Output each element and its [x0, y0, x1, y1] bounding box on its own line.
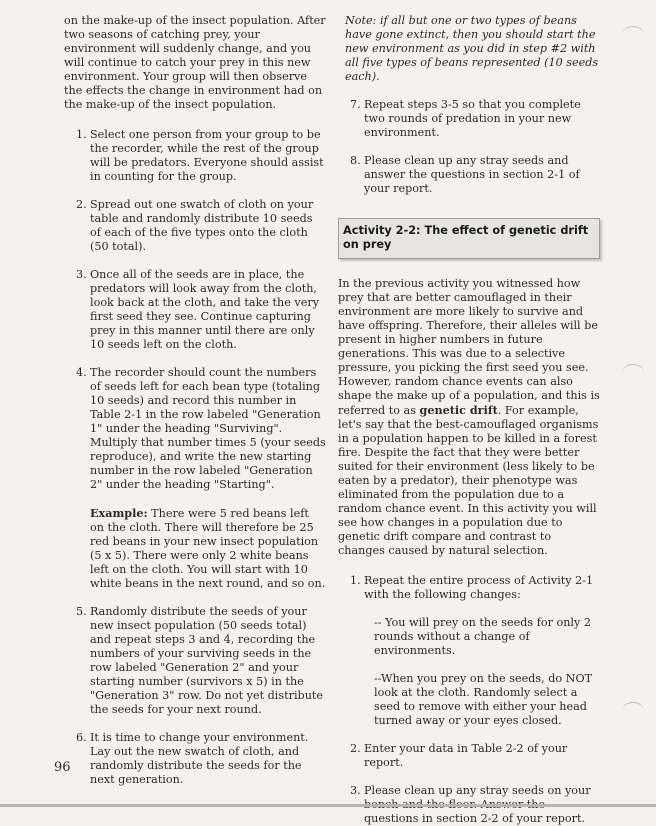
intro-text-b: . For example, let's say that the best-camouflaged organisms in a population happen to be killed in a forest fire. Despite the fact that they were better suited for their environment (less likely to be eaten by a predator), their phenotype was eliminated from the population due to a random chance event. In this activity you will see how changes in a population due to genetic drift compare and contrast to changes caused by natural selection.: [338, 404, 599, 557]
step-number: 5.: [76, 605, 87, 618]
activity-heading: Activity 2-2: The effect of genetic drift on prey: [338, 218, 600, 259]
activity-intro-paragraph: [338, 277, 600, 558]
step-1: [64, 128, 326, 184]
bottom-edge: [0, 804, 656, 807]
step-text: It is time to change your environment. Lay out the new swatch of cloth, and randomly distribute the seeds for the next generation.: [90, 731, 309, 786]
step-text: Please clean up any stray seeds and answer the questions in section 2-1 of your report.: [364, 154, 580, 195]
note-paragraph: Note: if all but one or two types of beans have gone extinct, then you should start the new environment as you did in step #2 with all five types of beans represented (10 seeds each).: [345, 14, 599, 83]
step-number: 6.: [76, 731, 87, 744]
step-number: 8.: [350, 154, 361, 167]
step-3: [64, 268, 326, 352]
genetic-drift-term: genetic drift: [419, 403, 498, 417]
binder-hole-mark: [622, 364, 644, 381]
step-number: 2.: [76, 198, 87, 211]
page-number: 96: [54, 760, 71, 775]
step-number: 2.: [350, 742, 361, 755]
intro-text-a: In the previous activity you witnessed how prey that are better camouflaged in their environment are more likely to survive and have offspring. Therefore, their alleles will be present in higher numbers in future generations. This was due to a selective pressure, you picking the first seed you see. However, random chance events can also shape the make up of a population, and this is referred to as: [338, 277, 600, 417]
step-text: Randomly distribute the seeds of your new insect population (50 seeds total) and repeat steps 3 and 4, recording the numbers of your surviving seeds in the row labeled "Generation 2" and your starting number (survivors x 5) in the "Generation 3" row. Do not yet distribute the seeds for your next round.: [90, 605, 324, 716]
activity-step-1: [338, 574, 600, 602]
step-8: [338, 154, 600, 196]
left-column: [64, 14, 326, 787]
step-number: 3.: [350, 784, 361, 797]
example-paragraph: [64, 506, 326, 591]
step-2: [64, 198, 326, 254]
step-text: Enter your data in Table 2-2 of your report.: [364, 742, 568, 769]
step-text: Repeat the entire process of Activity 2-1 with the following changes:: [364, 574, 594, 601]
step-number: 1.: [350, 574, 361, 587]
step-text: Please clean up any stray seeds on your questions in section 2-2 of your report.: [364, 784, 591, 825]
activity-step-2: [338, 742, 600, 770]
binder-hole-mark: [622, 26, 644, 43]
step-5: [64, 605, 326, 717]
step-6: [64, 731, 326, 787]
step-text: The recorder should count the numbers of seeds left for each bean type (totaling 10 seeds) and record this number in Table 2-1 in the row labeled "Generation 1" under the heading "Surviving". Multiply that number times 5 (your seeds reproduce), and write the new starting number in the row labeled "Generation 2" under the heading "Starting".: [90, 366, 326, 491]
step-text: Spread out one swatch of cloth on your table and randomly distribute 10 seeds of each of the five types onto the cloth (50 total).: [90, 198, 314, 253]
binder-hole-mark: [622, 702, 644, 719]
step-number: 4.: [76, 366, 87, 379]
right-column: [338, 14, 600, 826]
step-number: 3.: [76, 268, 87, 281]
step-text: Select one person from your group to be the recorder, while the rest of the group will be predators. Everyone should assist in counting for the group.: [90, 128, 324, 183]
sub-item-rounds: -- You will prey on the seeds for only 2 rounds without a change of environments.: [374, 616, 592, 657]
intro-paragraph: on the make-up of the insect population. After two seasons of catching prey, your environment will suddenly change, and you will continue to catch your prey in this new environment. Your group will then observe the effects the change in environment had on the make-up of the insect population.: [64, 14, 326, 111]
step-number: 7.: [350, 98, 361, 111]
step-text: Once all of the seeds are in place, the predators will look away from the cloth, look back at the cloth, and take the very first seed they see. Continue capturing prey in this manner until there are only 10 seeds left on the cloth.: [90, 268, 320, 351]
sub-item-no-look: --When you prey on the seeds, do NOT look at the cloth. Randomly select a seed to remove with either your head turned away or your eyes closed.: [374, 672, 593, 727]
step-text: Repeat steps 3-5 so that you complete two rounds of predation in your new environment.: [364, 98, 581, 139]
example-label: Example:: [90, 506, 148, 520]
example-text: There were 5 red beans left on the cloth. There will therefore be 25 red beans in your new insect population (5 x 5). There were only 2 white beans left on the cloth. You will start with 10 white beans in the next round, and so on.: [90, 507, 326, 590]
step-number: 1.: [76, 128, 87, 141]
step-4: [64, 366, 326, 492]
step-7: [338, 98, 600, 140]
